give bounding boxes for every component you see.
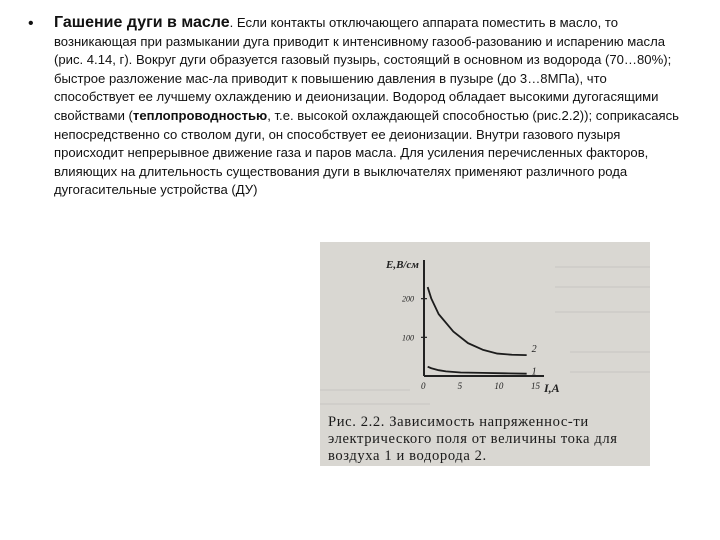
series-1-line: [428, 367, 527, 374]
x-axis-label: I,A: [544, 381, 560, 395]
x-tick-label: 5: [457, 381, 463, 391]
bullet-paragraph: [28, 14, 682, 200]
y-tick-label: 200: [402, 294, 414, 304]
figure-caption: Рис. 2.2. Зависимость напряженнос-ти электрического поля от величины тока для воздуха 1 и водорода 2.: [328, 414, 618, 464]
y-axis-label: E,B/см: [386, 259, 419, 271]
bullet-mark: •: [28, 15, 34, 32]
series-2-label: 2: [531, 344, 537, 356]
series-2-line: [428, 287, 527, 355]
x-tick-label: 10: [494, 381, 504, 391]
series-1-label: 1: [531, 366, 537, 378]
x-tick-label: 0: [421, 381, 426, 391]
scanned-figure: [320, 242, 650, 466]
body-text-part-1: . Если контакты отключающего аппарата поместить в масло, то возникающая при размыкании дуга приводит к интенсивному газооб-разованию и испарению масла (рис. 4.14, г). Вокруг дуги образуется газовый пузырь, состоящий в основном из водорода (70…80%); быстрое разложение мас-ла приводит к повышению давления в пузыре (до 3…8МПа), что способствует ее лучшему охлаждению и деионизации. Водород обладает высокими дугогасящими свойствами (: [54, 15, 672, 123]
emphasis-term: теплопроводностью: [132, 107, 268, 123]
y-tick-label: 100: [402, 333, 414, 343]
body-text-part-2: , т.е. высокой охлаждающей способностью (рис.2.2)); соприкасаясь непосредственно со стволом дуги, он способствует ее деионизации. Внутри газового пузыря происходит непрерывное движение газа и паров масла. Для усиления перечисленных факторов, влияющих на длительность существования дуги в выключателях применяют различного рода дугогасительные устройства (ДУ): [54, 107, 679, 198]
x-tick-label: 15: [531, 381, 540, 391]
paragraph-title: Гашение дуги в масле: [54, 14, 230, 31]
body-text: [54, 14, 682, 200]
